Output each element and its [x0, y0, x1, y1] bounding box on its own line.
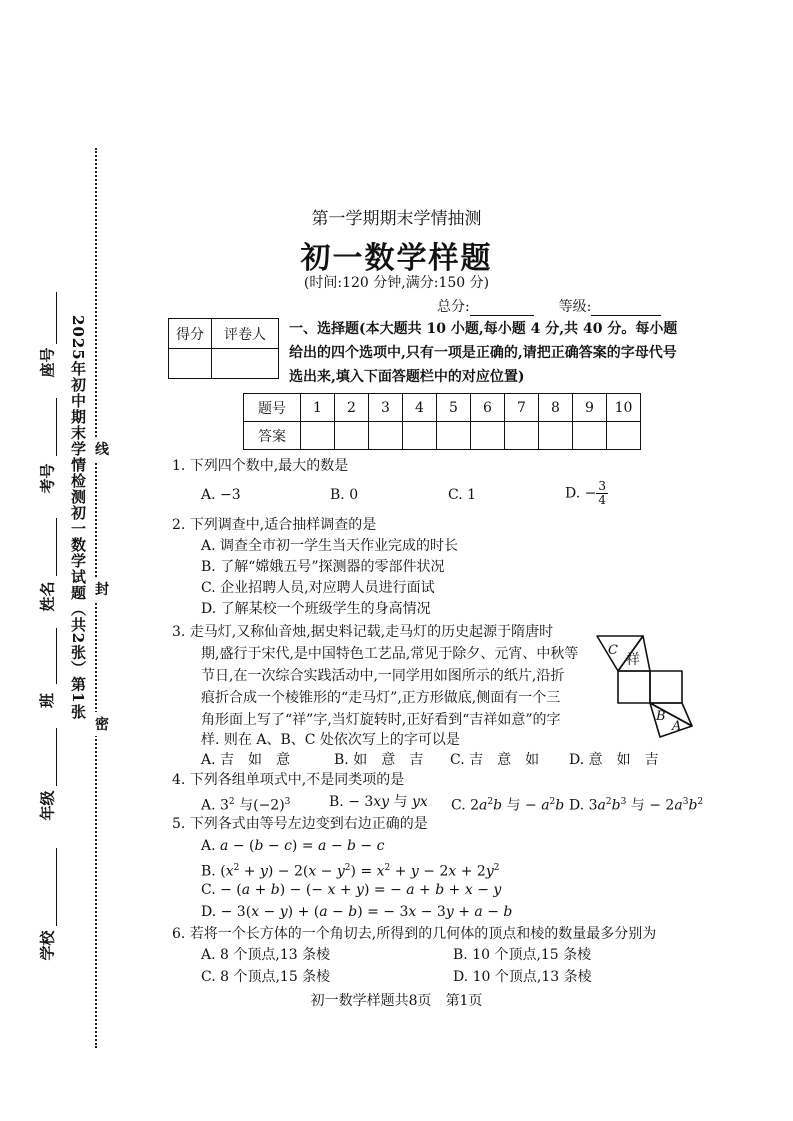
page-footer: 初一数学样题共8页 第1页 — [310, 993, 483, 1009]
field-line-exam-no — [56, 398, 57, 456]
vertical-exam-title: 2025年初中期末学情检测初一数学试题（共2张）第1张 — [69, 314, 87, 720]
field-label-seat: 座号 — [38, 347, 57, 378]
grade-label: 等级: — [558, 299, 592, 315]
answer-table-number: 3 — [369, 394, 403, 422]
answer-cell[interactable] — [573, 422, 607, 450]
q5-option-a: A. a − (b − c) = a − b − c — [201, 838, 385, 854]
answer-table-number: 9 — [573, 394, 607, 422]
q4-option-a: A. $3^2$ 与$(-2)^3$ — [201, 797, 291, 814]
answer-table-number: 8 — [539, 394, 573, 422]
q3-stem-line-6: 样. 则在 A、B、C 处依次写上的字可以是 — [201, 732, 460, 748]
exam-title: 初一数学样题 — [300, 241, 493, 276]
field-label-class: 班 — [38, 692, 57, 709]
fold-label-feng: 封 — [94, 577, 110, 601]
net-square-base — [650, 671, 682, 703]
q2-option-b: B. 了解“嫦娥五号”探测器的零部件状况 — [201, 559, 445, 575]
field-label-name: 姓名 — [38, 581, 57, 612]
q1-option-d — [565, 480, 608, 507]
q3-option-c: C. 吉 意 如 — [450, 752, 540, 768]
q3-option-a: A. 吉 如 意 — [201, 752, 291, 768]
answer-table-number: 6 — [471, 394, 505, 422]
field-line-class — [56, 628, 57, 684]
answer-table-number: 10 — [607, 394, 641, 422]
field-line-school — [56, 848, 57, 926]
score-box-table — [168, 318, 279, 379]
total-grade-line — [437, 296, 661, 316]
total-score-blank[interactable] — [470, 301, 534, 316]
answer-table-number: 7 — [505, 394, 539, 422]
score-box-header-grader: 评卷人 — [212, 319, 279, 349]
answer-table-row2-label: 答案 — [244, 422, 301, 450]
answer-cell[interactable] — [471, 422, 505, 450]
field-label-school: 学校 — [38, 930, 57, 961]
answer-table-number-row — [244, 394, 641, 422]
q3-stem-line-3: 节日,在一次综合实践活动中,一同学用如图所示的纸片,沿折 — [201, 668, 565, 684]
q5-stem: 5. 下列各式由等号左边变到右边正确的是 — [172, 816, 428, 832]
q4-option-c: C. $2a^2b$ 与 − $a^2b$ — [451, 797, 565, 814]
field-label-grade: 年级 — [38, 790, 57, 821]
field-line-grade — [56, 728, 57, 786]
q4-stem: 4. 下列各组单项式中,不是同类项的是 — [172, 772, 405, 788]
q1-fraction — [596, 480, 608, 507]
net-square-base — [618, 671, 650, 703]
q2-option-c: C. 企业招聘人员,对应聘人员进行面试 — [201, 580, 435, 596]
net-label-c: C — [608, 643, 618, 658]
net-label-xiang: 祥 — [626, 652, 640, 668]
answer-cell[interactable] — [437, 422, 471, 450]
q3-stem-line-4: 痕折合成一个棱锥形的“走马灯”,正方形做底,侧面有一个三 — [201, 690, 561, 706]
net-label-b: B — [656, 709, 666, 724]
fold-label-xian: 线 — [94, 437, 110, 461]
score-box-grader-cell[interactable] — [212, 349, 279, 379]
q1-option-c: C. 1 — [448, 487, 477, 503]
exam-time-info: (时间:120 分钟,满分:150 分) — [303, 275, 490, 291]
q4-option-d: D. $3a^2b^3$ 与 − $2a^3b^2$ — [569, 797, 704, 814]
q1-stem: 1. 下列四个数中,最大的数是 — [172, 458, 349, 474]
answer-cell[interactable] — [403, 422, 437, 450]
answer-cell[interactable] — [301, 422, 335, 450]
q4-option-b: B. − 3xy 与 yx — [329, 794, 428, 810]
answer-cell[interactable] — [505, 422, 539, 450]
answer-table-number: 2 — [335, 394, 369, 422]
answer-cell[interactable] — [607, 422, 641, 450]
q2-option-a: A. 调查全市初一学生当天作业完成的时长 — [201, 538, 459, 554]
q3-stem-line-2: 期,盛行于宋代,是中国特色工艺品,常见于除夕、元宵、中秋等 — [201, 646, 579, 662]
field-label-exam-no: 考号 — [38, 463, 57, 494]
answer-cell[interactable] — [539, 422, 573, 450]
total-score-label: 总分: — [437, 299, 470, 315]
q1-fraction-denominator: 4 — [598, 493, 606, 507]
q3-option-d: D. 意 如 吉 — [569, 752, 659, 768]
field-line-name — [56, 518, 57, 576]
q1-option-a: A. −3 — [201, 487, 241, 503]
answer-table-number: 1 — [301, 394, 335, 422]
q5-option-c: C. − (a + b) − (− x + y) = − a + b + x − y — [201, 882, 502, 898]
grade-blank[interactable] — [591, 301, 661, 316]
q2-option-d: D. 了解某校一个班级学生的身高情况 — [201, 601, 431, 617]
q3-stem-line-5: 角形面上写了“祥”字,当灯旋转时,正好看到“吉祥如意”的字 — [201, 712, 561, 728]
q5-option-d: D. − 3(x − y) + (a − b) = − 3x − 3y + a − b — [201, 904, 513, 920]
q3-stem-line-1: 3. 走马灯,又称仙音烛,据史料记载,走马灯的历史起源于隋唐时 — [172, 624, 554, 640]
answer-table-number: 5 — [437, 394, 471, 422]
answer-table — [243, 393, 641, 450]
score-box-header-score: 得分 — [169, 319, 212, 349]
field-line-seat — [56, 292, 57, 344]
answer-table-answer-row — [244, 422, 641, 450]
q1-option-d-prefix: D. − — [565, 485, 597, 502]
q6-option-c: C. 8 个顶点,15 条棱 — [201, 969, 331, 985]
answer-table-row1-label: 题号 — [244, 394, 301, 422]
score-box-score-cell[interactable] — [169, 349, 212, 379]
section1-instructions: 一、选择题(本大题共 10 小题,每小题 4 分,共 40 分。每小题给出的四个选项中,只有一项是正确的,请把正确答案的字母代号选出来,填入下面答题栏中的对应位置) — [289, 321, 678, 385]
q6-option-b: B. 10 个顶点,15 条棱 — [453, 947, 592, 963]
answer-table-number: 4 — [403, 394, 437, 422]
net-label-a: A — [672, 719, 682, 734]
q2-stem: 2. 下列调查中,适合抽样调查的是 — [172, 517, 377, 533]
q6-option-a: A. 8 个顶点,13 条棱 — [201, 947, 331, 963]
exam-subtitle: 第一学期期末学情抽测 — [311, 209, 482, 229]
answer-cell[interactable] — [335, 422, 369, 450]
q1-option-b: B. 0 — [330, 487, 359, 503]
q6-stem: 6. 若将一个长方体的一个角切去,所得到的几何体的顶点和棱的数量最多分别为 — [172, 926, 657, 942]
fold-label-mi: 密 — [94, 712, 110, 736]
q5-option-b: B. $(x^2 + y) - 2(x - y^2) = x^2 + y - 2x + 2y^2$ — [201, 863, 500, 880]
q1-fraction-numerator: 3 — [598, 479, 606, 493]
answer-cell[interactable] — [369, 422, 403, 450]
q6-option-d: D. 10 个顶点,13 条棱 — [453, 969, 592, 985]
q3-lantern-net-figure — [590, 630, 700, 738]
q3-option-b: B. 如 意 吉 — [334, 752, 424, 768]
